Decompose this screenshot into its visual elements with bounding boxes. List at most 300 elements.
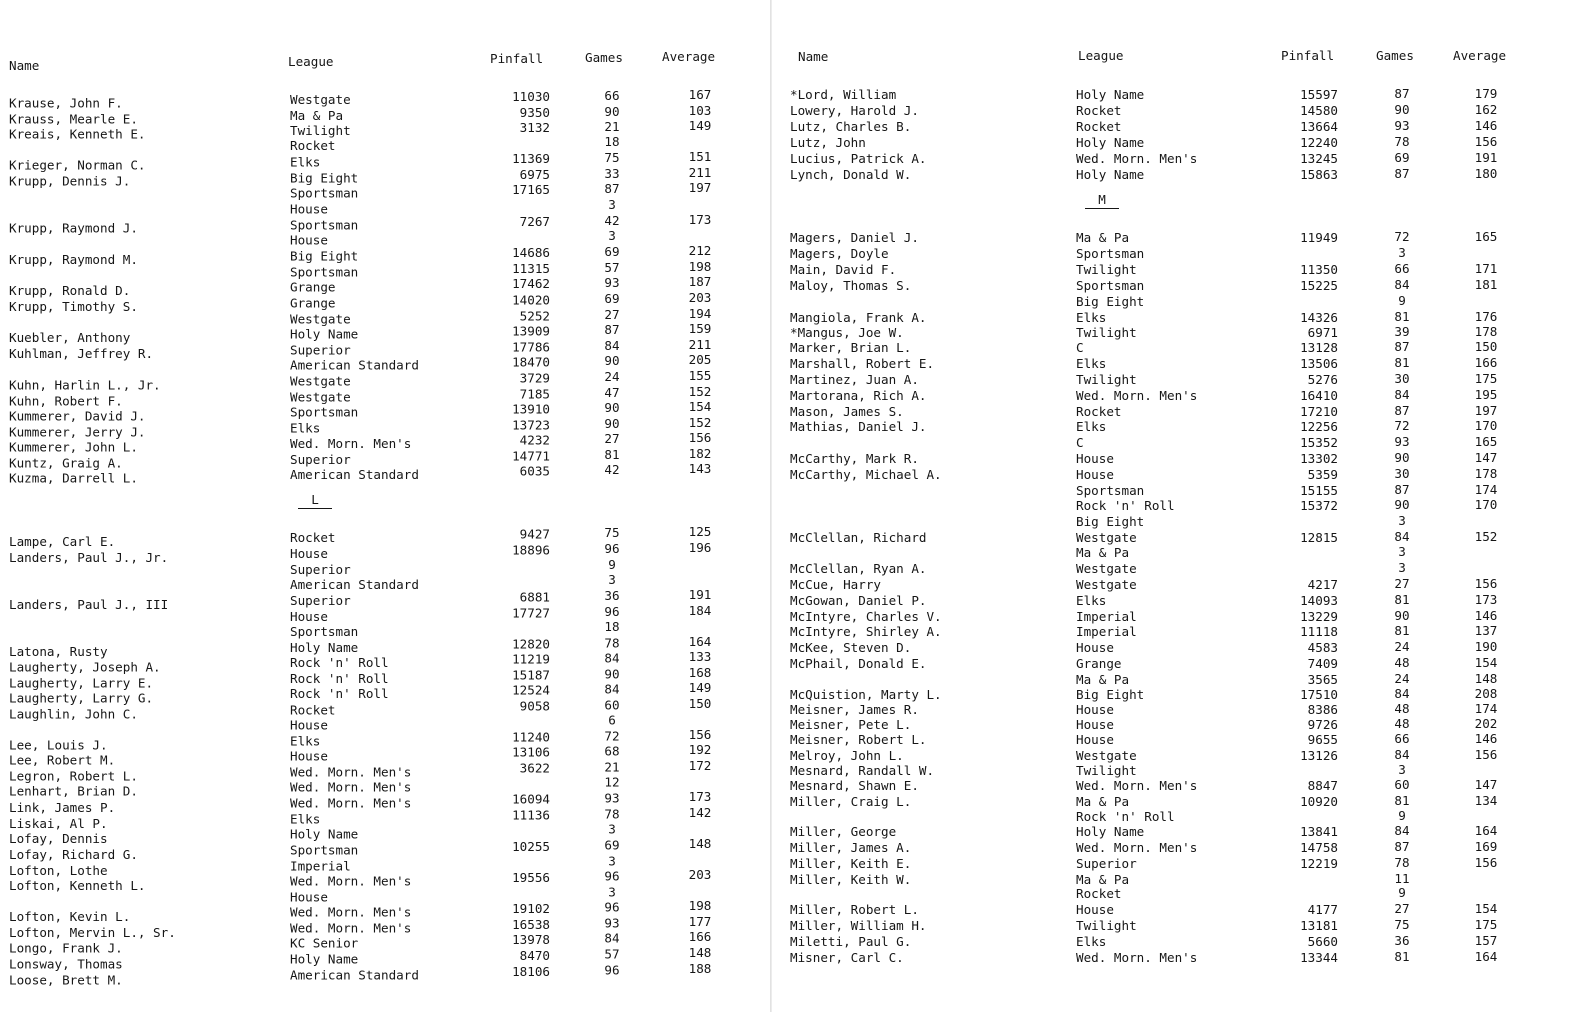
average-cell: 146 <box>1474 608 1498 623</box>
average-cell: 170 <box>1474 497 1498 512</box>
average-cell: 156 <box>688 430 712 445</box>
table-row <box>0 461 772 486</box>
games-cell: 24 <box>1394 639 1410 654</box>
table-row <box>0 134 772 154</box>
league-cell: Rocket <box>290 138 336 154</box>
average-cell: 184 <box>688 603 712 618</box>
games-cell: 87 <box>1394 339 1410 354</box>
section-letter-l: L <box>298 492 332 509</box>
league-cell: House <box>290 546 328 561</box>
league-cell: Wed. Morn. Men's <box>290 920 412 936</box>
table-row <box>772 113 1590 134</box>
table-row <box>772 896 1590 917</box>
name-cell: Longo, Frank J. <box>9 940 123 956</box>
average-cell: 146 <box>1474 731 1498 746</box>
table-row <box>772 413 1590 434</box>
average-cell: 169 <box>1474 839 1498 854</box>
games-cell: 87 <box>604 322 620 338</box>
average-cell: 166 <box>688 929 712 944</box>
average-cell: 156 <box>1474 576 1498 591</box>
pinfall-cell: 17510 <box>1300 687 1338 702</box>
pinfall-cell: 14093 <box>1300 593 1338 608</box>
league-cell: Imperial <box>1076 624 1137 639</box>
pinfall-cell: 16538 <box>512 916 550 932</box>
league-cell: Elks <box>290 420 321 436</box>
name-cell: Misner, Carl C. <box>790 950 904 965</box>
name-cell: Magers, Daniel J. <box>790 230 919 245</box>
games-cell: 3 <box>608 884 616 900</box>
league-cell: Rock 'n' Roll <box>1076 498 1175 513</box>
average-cell: 191 <box>1474 150 1498 165</box>
pinfall-cell: 13344 <box>1300 950 1338 965</box>
average-cell: 181 <box>1474 277 1498 292</box>
table-row <box>772 928 1590 949</box>
games-cell: 69 <box>604 291 620 307</box>
pinfall-cell: 7185 <box>519 386 550 402</box>
average-cell: 202 <box>1474 716 1498 731</box>
pinfall-cell: 4217 <box>1307 577 1338 592</box>
table-row <box>772 681 1590 702</box>
games-cell: 60 <box>1394 777 1410 792</box>
pinfall-cell: 11030 <box>512 89 550 105</box>
games-cell: 84 <box>1394 686 1410 701</box>
league-cell: Rocket <box>1076 119 1122 134</box>
table-row <box>0 961 772 988</box>
table-row <box>0 619 772 640</box>
games-cell: 81 <box>1394 793 1410 808</box>
pinfall-cell: 10920 <box>1300 794 1338 809</box>
name-cell: Kuhlman, Jeffrey R. <box>9 346 154 362</box>
games-cell: 81 <box>1394 355 1410 370</box>
name-cell: Legron, Robert L. <box>9 768 138 784</box>
pinfall-cell: 16094 <box>512 791 550 807</box>
league-cell: Elks <box>1076 356 1107 371</box>
pinfall-cell: 7409 <box>1307 656 1338 671</box>
pinfall-cell: 5276 <box>1307 372 1338 387</box>
league-cell: Ma & Pa <box>1076 672 1130 687</box>
average-cell: 166 <box>1474 355 1498 370</box>
games-cell: 21 <box>604 759 620 775</box>
pinfall-cell: 13245 <box>1300 151 1338 166</box>
league-cell: Grange <box>290 279 336 295</box>
name-cell: Kuhn, Harlin L., Jr. <box>9 377 161 393</box>
average-cell: 194 <box>688 306 712 321</box>
games-cell: 27 <box>604 307 620 323</box>
table-row <box>772 350 1590 371</box>
average-cell: 156 <box>1474 747 1498 762</box>
league-column-header: League <box>1078 48 1124 63</box>
games-cell: 96 <box>604 899 620 915</box>
games-cell: 3 <box>608 821 616 837</box>
league-cell: Elks <box>290 154 321 170</box>
league-cell: Westgate <box>290 92 351 108</box>
league-cell: Twilight <box>1076 325 1137 340</box>
name-cell: Miller, George <box>790 824 897 839</box>
name-cell: Laughlin, John C. <box>9 706 138 722</box>
games-cell: 3 <box>1398 513 1406 528</box>
pinfall-cell: 3565 <box>1307 672 1338 687</box>
pinfall-column-header: Pinfall <box>1281 48 1335 63</box>
pinfall-cell: 6971 <box>1307 325 1338 340</box>
league-cell: Holy Name <box>1076 167 1145 182</box>
name-cell: Lee, Robert M. <box>9 752 116 768</box>
table-row <box>0 572 772 592</box>
league-cell: Sportsman <box>290 404 359 420</box>
pinfall-cell: 17165 <box>512 182 550 198</box>
average-cell: 146 <box>1474 118 1498 133</box>
pinfall-cell: 15225 <box>1300 278 1338 293</box>
table-row <box>772 634 1590 655</box>
average-cell: 170 <box>1474 418 1498 433</box>
pinfall-cell: 15597 <box>1300 87 1338 102</box>
name-cell: Lofton, Kenneth L. <box>9 878 146 893</box>
average-cell: 164 <box>1474 823 1498 838</box>
league-cell: Sportsman <box>290 217 359 233</box>
pinfall-cell: 18106 <box>512 963 550 979</box>
pinfall-cell: 8847 <box>1307 778 1338 793</box>
pinfall-cell: 14686 <box>512 245 550 261</box>
pinfall-cell: 12256 <box>1300 419 1338 434</box>
name-cell: Laugherty, Larry E. <box>9 675 154 691</box>
games-cell: 90 <box>604 666 620 682</box>
pinfall-cell: 4177 <box>1307 902 1338 917</box>
table-row <box>772 618 1590 639</box>
name-cell: Krupp, Raymond J. <box>9 220 138 236</box>
games-cell: 84 <box>604 681 620 697</box>
pinfall-cell: 19102 <box>512 900 550 916</box>
average-cell: 211 <box>688 337 712 352</box>
league-cell: Rock 'n' Roll <box>290 686 389 702</box>
table-row <box>0 805 772 831</box>
pinfall-cell: 13126 <box>1300 748 1338 763</box>
games-cell: 75 <box>604 150 620 166</box>
games-cell: 39 <box>1394 324 1410 339</box>
average-cell: 168 <box>688 665 712 680</box>
pinfall-cell: 3132 <box>519 120 550 136</box>
table-row <box>772 461 1590 482</box>
league-cell: Superior <box>290 562 351 577</box>
name-cell: McCue, Harry <box>790 577 881 592</box>
pinfall-cell: 12240 <box>1300 135 1338 150</box>
games-cell: 24 <box>1394 671 1410 686</box>
name-cell: Lonsway, Thomas <box>9 956 123 972</box>
league-cell: American Standard <box>290 967 419 983</box>
games-cell: 12 <box>604 774 620 790</box>
games-cell: 96 <box>604 962 620 978</box>
name-cell: Martorana, Rich A. <box>790 388 927 403</box>
average-cell: 148 <box>688 836 712 851</box>
league-cell: House <box>1076 467 1114 482</box>
pinfall-cell: 9350 <box>519 105 550 121</box>
league-cell: KC Senior <box>290 935 359 951</box>
name-cell: McIntyre, Shirley A. <box>790 624 942 639</box>
average-cell: 143 <box>688 461 712 476</box>
games-cell: 11 <box>1394 871 1410 886</box>
pinfall-cell: 17786 <box>512 339 550 355</box>
league-cell: Ma & Pa <box>1076 872 1130 887</box>
table-row <box>772 711 1590 732</box>
average-cell: 195 <box>1474 387 1498 402</box>
average-cell: 134 <box>1474 793 1498 808</box>
table-row <box>0 557 772 577</box>
league-cell: Elks <box>1076 310 1107 325</box>
average-cell: 154 <box>1474 655 1498 670</box>
pinfall-cell: 10255 <box>512 838 550 854</box>
games-cell: 81 <box>604 447 620 463</box>
table-row <box>772 288 1590 309</box>
pinfall-cell: 11350 <box>1300 262 1338 277</box>
table-row <box>772 492 1590 513</box>
games-cell: 84 <box>1394 529 1410 544</box>
average-cell: 155 <box>688 368 712 383</box>
table-row <box>772 726 1590 747</box>
games-cell: 66 <box>1394 731 1410 746</box>
games-cell: 87 <box>1394 403 1410 418</box>
league-cell: Sportsman <box>290 624 359 640</box>
table-row <box>772 757 1590 778</box>
games-cell: 48 <box>1394 655 1410 670</box>
right-page <box>772 0 1590 1012</box>
name-cell: Loose, Brett M. <box>9 972 123 988</box>
pinfall-cell: 17727 <box>512 605 550 621</box>
games-cell: 66 <box>1394 261 1410 276</box>
name-cell: Kuebler, Anthony <box>9 330 131 346</box>
average-cell: 198 <box>688 898 712 913</box>
name-cell: Lutz, John <box>790 135 866 150</box>
league-cell: Imperial <box>290 858 351 874</box>
league-cell: Elks <box>290 811 321 827</box>
table-row <box>0 212 772 236</box>
games-cell: 48 <box>1394 716 1410 731</box>
pinfall-column-header: Pinfall <box>490 51 544 66</box>
pinfall-cell: 6035 <box>519 463 550 479</box>
pinfall-cell: 12524 <box>512 682 550 698</box>
pinfall-cell: 14580 <box>1300 103 1338 118</box>
league-cell: Rock 'n' Roll <box>290 655 389 671</box>
league-cell: House <box>290 609 328 625</box>
games-cell: 93 <box>1394 434 1410 449</box>
games-cell: 78 <box>1394 855 1410 870</box>
league-cell: House <box>1076 702 1114 717</box>
average-cell: 175 <box>1474 371 1498 386</box>
league-cell: Twilight <box>1076 763 1137 778</box>
games-cell: 27 <box>604 431 620 447</box>
pinfall-cell: 13229 <box>1300 609 1338 624</box>
name-cell: Lucius, Patrick A. <box>790 151 927 166</box>
table-row <box>772 834 1590 855</box>
games-cell: 90 <box>1394 497 1410 512</box>
games-cell: 90 <box>604 104 620 119</box>
pinfall-cell: 15863 <box>1300 167 1338 182</box>
games-cell: 78 <box>604 635 620 651</box>
pinfall-cell: 13106 <box>512 744 550 760</box>
name-cell: Krupp, Timothy S. <box>9 299 138 314</box>
name-cell: Laugherty, Joseph A. <box>9 659 161 675</box>
league-cell: American Standard <box>290 466 419 482</box>
average-cell: 174 <box>1474 482 1498 497</box>
name-cell: Lofay, Richard G. <box>9 846 138 862</box>
games-cell: 75 <box>1394 917 1410 932</box>
left-page <box>0 0 772 1012</box>
name-cell: Mesnard, Shawn E. <box>790 778 919 793</box>
average-cell: 180 <box>1474 166 1498 181</box>
games-cell: 69 <box>1394 150 1410 165</box>
name-cell: Kreais, Kenneth E. <box>9 126 146 142</box>
average-cell: 187 <box>688 274 712 289</box>
pinfall-cell: 8386 <box>1307 702 1338 717</box>
name-cell: McGowan, Daniel P. <box>790 593 927 608</box>
games-cell: 84 <box>1394 747 1410 762</box>
name-cell: Krieger, Norman C. <box>9 157 146 173</box>
league-cell: Holy Name <box>290 640 359 656</box>
games-cell: 9 <box>1398 808 1406 823</box>
games-cell: 84 <box>1394 277 1410 292</box>
games-cell: 9 <box>1398 293 1406 308</box>
name-cell: Mesnard, Randall W. <box>790 763 935 778</box>
table-row <box>772 539 1590 560</box>
pinfall-cell: 15352 <box>1300 435 1338 450</box>
league-cell: Holy Name <box>1076 135 1145 150</box>
league-cell: Big Eight <box>290 170 359 186</box>
average-cell: 149 <box>688 118 712 133</box>
games-cell: 57 <box>604 260 620 276</box>
average-cell: 137 <box>1474 623 1498 638</box>
name-cell: Krupp, Ronald D. <box>9 283 131 298</box>
average-cell: 203 <box>688 290 712 305</box>
games-cell: 72 <box>604 728 620 744</box>
table-row <box>772 382 1590 403</box>
average-cell: 156 <box>1474 855 1498 870</box>
pinfall-cell: 18896 <box>512 542 550 558</box>
average-cell: 152 <box>688 415 712 430</box>
league-cell: Westgate <box>290 311 351 327</box>
pinfall-cell: 19556 <box>512 869 550 885</box>
pinfall-cell: 11240 <box>512 729 550 745</box>
games-cell: 96 <box>604 604 620 620</box>
average-cell: 188 <box>688 961 712 976</box>
league-cell: Elks <box>1076 934 1107 949</box>
games-cell: 87 <box>1394 482 1410 497</box>
games-cell: 3 <box>608 228 616 244</box>
name-cell: McPhail, Donald E. <box>790 656 927 671</box>
league-cell: Wed. Morn. Men's <box>290 435 412 451</box>
table-row <box>0 87 772 111</box>
league-cell: Wed. Morn. Men's <box>290 779 412 795</box>
table-row <box>772 319 1590 340</box>
table-row <box>772 742 1590 763</box>
table-row <box>0 867 772 893</box>
average-cell: 178 <box>1474 466 1498 481</box>
name-cell: Liskai, Al P. <box>9 815 108 831</box>
games-cell: 90 <box>1394 450 1410 465</box>
name-cell: Miller, Robert L. <box>790 902 919 917</box>
table-row <box>772 944 1590 965</box>
pinfall-cell: 15372 <box>1300 498 1338 513</box>
average-cell: 178 <box>1474 324 1498 339</box>
name-cell: Miller, James A. <box>790 840 912 855</box>
league-cell: Ma & Pa <box>1076 545 1130 560</box>
table-row <box>772 603 1590 624</box>
average-cell: 173 <box>1474 592 1498 607</box>
name-cell: Lofton, Mervin L., Sr. <box>9 925 176 941</box>
name-cell: Link, James P. <box>9 799 116 815</box>
league-cell: Grange <box>290 295 336 311</box>
average-cell: 154 <box>688 399 712 414</box>
average-cell: 198 <box>688 259 712 274</box>
average-cell: 179 <box>1474 86 1498 101</box>
table-row <box>772 81 1590 102</box>
league-cell: Holy Name <box>290 826 359 842</box>
pinfall-cell: 17462 <box>512 276 550 292</box>
table-row <box>772 398 1590 419</box>
name-cell: Mason, James S. <box>790 404 904 419</box>
name-cell: Kummerer, David J. <box>9 408 146 424</box>
average-cell: 133 <box>688 649 712 664</box>
table-row <box>772 429 1590 450</box>
games-cell: 3 <box>608 853 616 869</box>
league-cell: Big Eight <box>290 248 359 264</box>
pinfall-cell: 12815 <box>1300 530 1338 545</box>
pinfall-cell: 13841 <box>1300 824 1338 839</box>
pinfall-cell: 8470 <box>519 947 550 963</box>
pinfall-cell: 11118 <box>1300 624 1338 639</box>
league-cell: Rocket <box>1076 886 1122 901</box>
table-row <box>772 587 1590 608</box>
pinfall-cell: 13664 <box>1300 119 1338 134</box>
league-cell: Elks <box>1076 419 1107 434</box>
pinfall-cell: 9655 <box>1307 732 1338 747</box>
name-cell: Krause, John F. <box>9 95 123 111</box>
pinfall-cell: 18470 <box>512 354 550 370</box>
games-cell: 27 <box>1394 576 1410 591</box>
league-cell: Big Eight <box>1076 514 1145 529</box>
league-cell: Sportsman <box>290 264 359 280</box>
pinfall-cell: 7267 <box>519 214 550 230</box>
name-cell: McCarthy, Michael A. <box>790 467 942 482</box>
name-cell: Miller, Keith E. <box>790 856 912 871</box>
name-cell: Kummerer, Jerry J. <box>9 424 146 440</box>
average-cell: 156 <box>1474 134 1498 149</box>
league-cell: Holy Name <box>1076 824 1145 839</box>
average-cell: 149 <box>688 680 712 695</box>
pinfall-cell: 6975 <box>519 167 550 183</box>
name-cell: McClellan, Richard <box>790 530 927 545</box>
pinfall-cell: 14758 <box>1300 840 1338 855</box>
games-cell: 6 <box>608 712 616 728</box>
name-cell: Miller, Craig L. <box>790 794 912 809</box>
table-row <box>772 224 1590 245</box>
league-cell: Big Eight <box>1076 294 1145 309</box>
name-cell: Meisner, Pete L. <box>790 717 912 732</box>
name-cell: Kuntz, Graig A. <box>9 455 123 471</box>
league-cell: Superior <box>290 342 351 358</box>
table-row <box>772 772 1590 793</box>
table-row <box>772 696 1590 717</box>
name-cell: Lowery, Harold J. <box>790 103 919 118</box>
table-row <box>772 272 1590 293</box>
league-cell: Rock 'n' Roll <box>290 671 389 687</box>
games-cell: 3 <box>1398 544 1406 559</box>
games-cell: 3 <box>1398 560 1406 575</box>
table-row <box>772 524 1590 545</box>
league-cell: House <box>1076 717 1114 732</box>
table-row <box>772 129 1590 150</box>
average-cell: 152 <box>688 384 712 399</box>
name-cell: Lofton, Kevin L. <box>9 909 131 925</box>
pinfall-cell: 14020 <box>512 292 550 308</box>
league-cell: Holy Name <box>290 951 359 967</box>
table-row <box>772 818 1590 839</box>
